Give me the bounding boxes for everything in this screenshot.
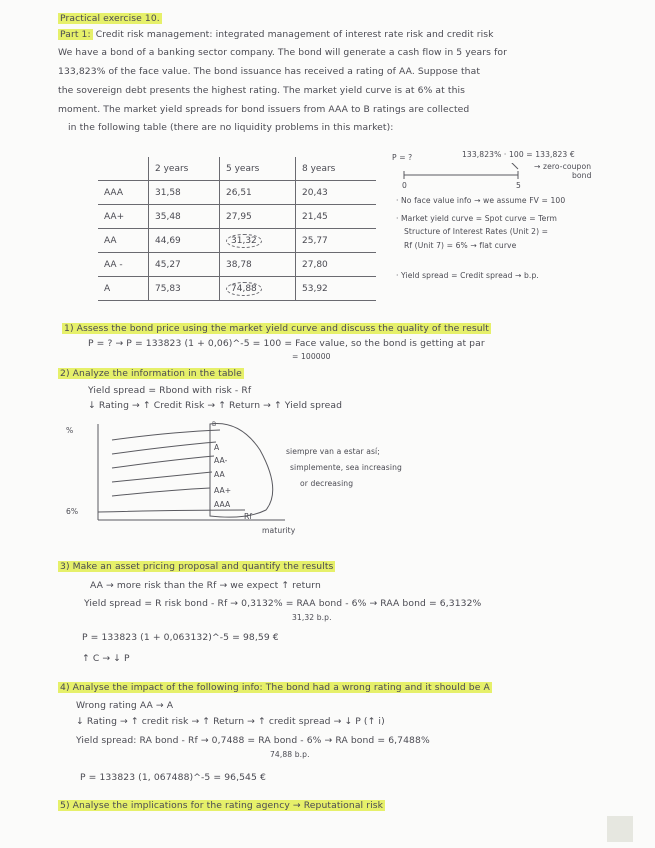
intro-line-6: in the following table (there are no liquidity problems in this market): xyxy=(68,122,394,133)
question-4-bp: 74,88 b.p. xyxy=(270,750,310,759)
curve-label-rf: Rf xyxy=(244,512,253,521)
value-cell: 20,43 xyxy=(296,181,377,205)
page-title: Practical exercise 10. xyxy=(60,13,160,24)
question-1-formula: P = ? → P = 133823 (1 + 0,06)^-5 = 100 = Face value, so the bond is getting at par xyxy=(88,338,485,349)
rating-cell: AA+ xyxy=(98,205,149,229)
question-4-line-1: Wrong rating AA → A xyxy=(76,700,174,711)
value-cell: 38,78 xyxy=(220,253,296,277)
table-row xyxy=(98,181,376,205)
intro-line-5: moment. The market yield spreads for bond issuers from AAA to B ratings are collected xyxy=(58,104,470,115)
timeline-start: 0 xyxy=(402,181,407,190)
graph-y-percent: % xyxy=(66,426,74,435)
curve-label-a: A xyxy=(214,443,220,452)
value-cell: 25,77 xyxy=(296,229,377,253)
timeline-diagram xyxy=(392,163,552,193)
rating-cell: A xyxy=(98,277,149,301)
value-cell: 27,95 xyxy=(220,205,296,229)
table-row xyxy=(98,277,376,301)
price-unknown: P = ? xyxy=(392,153,413,162)
graph-x-label: maturity xyxy=(262,526,296,535)
question-4-price: P = 133823 (1, 067488)^-5 = 96,545 € xyxy=(80,772,266,783)
zero-coupon-label: → zero-coupon xyxy=(534,162,592,171)
question-1-result: = 100000 xyxy=(292,352,331,361)
question-4-line-3: Yield spread: RA bond - Rf → 0,7488 = RA bond - 6% → RA bond = 6,7488% xyxy=(76,735,430,746)
table-header-row xyxy=(98,157,376,181)
question-2-line-1: Yield spread = Rbond with risk - Rf xyxy=(88,385,252,396)
intro-line-1: Part 1: Credit risk management: integrated management of interest rate risk and credit risk xyxy=(60,29,494,40)
table-row xyxy=(98,253,376,277)
note-face-value: · No face value info → we assume FV = 100 xyxy=(396,196,566,205)
question-3-relation: ↑ C → ↓ P xyxy=(82,653,130,664)
header-8-years: 8 years xyxy=(296,157,377,181)
value-cell xyxy=(220,229,296,253)
value-cell: 31,58 xyxy=(149,181,220,205)
note-flat-curve: Rf (Unit 7) = 6% → flat curve xyxy=(404,241,517,250)
circled-value: 31,32 xyxy=(226,234,262,248)
question-4-title: 4) Analyse the impact of the following info: The bond had a wrong rating and it should be A xyxy=(60,682,490,693)
timeline-end: 5 xyxy=(516,181,521,190)
rating-cell: AAA xyxy=(98,181,149,205)
intro-line-2: We have a bond of a banking sector company. The bond will generate a cash flow in 5 years for xyxy=(58,47,507,58)
cash-flow-value: 133,823% · 100 = 133,823 € xyxy=(462,150,575,159)
rating-cell: AA - xyxy=(98,253,149,277)
graph-note-1: siempre van a estar así; xyxy=(286,447,380,456)
value-cell: 27,80 xyxy=(296,253,377,277)
intro-line-3: 133,823% of the face value. The bond issuance has received a rating of AA. Suppose that xyxy=(58,66,481,77)
question-2-title: 2) Analyze the information in the table xyxy=(60,368,242,379)
note-market-curve: · Market yield curve = Spot curve = Term xyxy=(396,214,557,223)
question-5-title: 5) Analyse the implications for the rating agency → Reputational risk xyxy=(60,800,384,811)
intro-line-4: the sovereign debt presents the highest rating. The market yield curve is at 6% at this xyxy=(58,85,466,96)
value-cell: 53,92 xyxy=(296,277,377,301)
value-cell: 35,48 xyxy=(149,205,220,229)
question-1-title: 1) Assess the bond price using the market yield curve and discuss the quality of the result xyxy=(64,323,489,334)
bond-label: bond xyxy=(572,171,592,180)
value-cell: 21,45 xyxy=(296,205,377,229)
question-3-bp: 31,32 b.p. xyxy=(292,613,332,622)
value-cell: 44,69 xyxy=(149,229,220,253)
graph-y-six: 6% xyxy=(66,507,79,516)
table-row xyxy=(98,205,376,229)
curve-label-aa: AA xyxy=(214,470,225,479)
question-3-line-2: Yield spread = R risk bond - Rf → 0,3132% = RAA bond - 6% → RAA bond = 6,3132% xyxy=(84,598,482,609)
curve-label-aa-plus: AA+ xyxy=(214,486,232,495)
paper-stain xyxy=(607,816,633,842)
graph-note-2: simplemente, sea increasing xyxy=(290,463,402,472)
yield-curves-sketch xyxy=(70,420,290,540)
curve-label-aaa: AAA xyxy=(214,500,231,509)
graph-note-3: or decreasing xyxy=(300,479,354,488)
value-cell xyxy=(220,277,296,301)
question-3-line-1: AA → more risk than the Rf → we expect ↑ return xyxy=(90,580,321,591)
value-cell: 75,83 xyxy=(149,277,220,301)
graph-label-b: B xyxy=(212,421,217,428)
question-4-line-2: ↓ Rating → ↑ credit risk → ↑ Return → ↑ credit spread → ↓ P (↑ i) xyxy=(76,716,385,727)
circled-value: 74,88 xyxy=(226,282,262,296)
table-row xyxy=(98,229,376,253)
value-cell: 45,27 xyxy=(149,253,220,277)
rating-cell: AA xyxy=(98,229,149,253)
curve-label-aa-minus: AA- xyxy=(214,456,228,465)
note-yield-spread: · Yield spread = Credit spread → b.p. xyxy=(396,271,539,280)
question-2-line-2: ↓ Rating → ↑ Credit Risk → ↑ Return → ↑ Yield spread xyxy=(88,400,343,411)
question-3-title: 3) Make an asset pricing proposal and quantify the results xyxy=(60,561,334,572)
header-2-years: 2 years xyxy=(149,157,220,181)
value-cell: 26,51 xyxy=(220,181,296,205)
yield-spread-table xyxy=(98,157,376,301)
question-3-price: P = 133823 (1 + 0,063132)^-5 = 98,59 € xyxy=(82,632,279,643)
note-term-structure: Structure of Interest Rates (Unit 2) = xyxy=(404,227,549,236)
header-5-years: 5 years xyxy=(220,157,296,181)
